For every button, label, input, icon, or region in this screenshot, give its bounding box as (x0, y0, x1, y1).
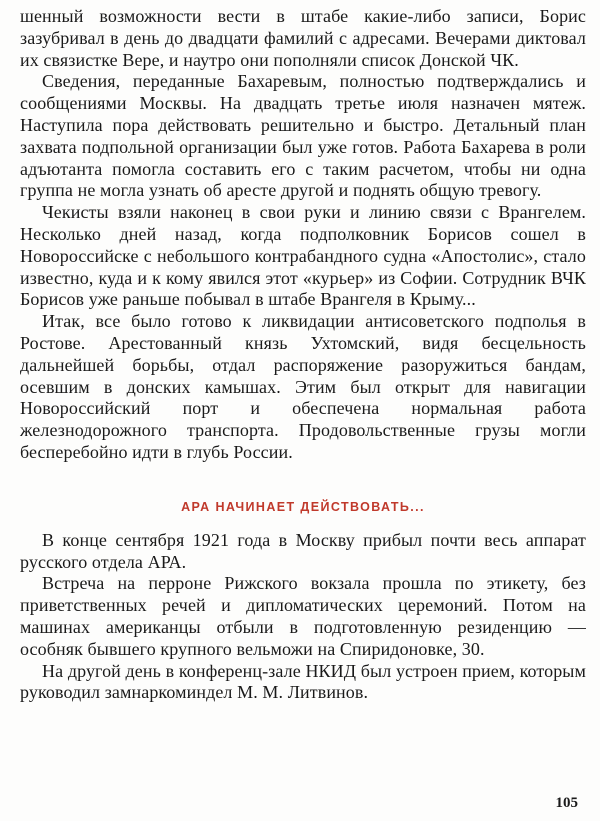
paragraph-rostov-liquidation: Итак, все было готово к ликвидации антисоветского подполья в Ростове. Арестованный князь Ухтомский, видя бесцельность дальнейшей борьбы, отдал распоряжение разоружиться бандам, осевшим в донских камышах. Этим был открыт для навигации Новороссийский порт и обеспечена нормальная работа железнодорожного транспорта. Продовольственные грузы могли бесперебойно идти в глубь России. (20, 311, 586, 462)
text-column (20, 6, 586, 704)
paragraph-continued: шенный возможности вести в штабе какие-либо записи, Борис зазубривал в день до двадцати фамилий с адресами. Вечерами диктовал их связистке Вере, и наутро они пополняли список Донской ЧК. (20, 6, 586, 70)
paragraph-ara-arrival: В конце сентября 1921 года в Москву прибыл почти весь аппарат русского отдела АРА. (20, 529, 586, 572)
paragraph-station-meeting: Встреча на перроне Рижского вокзала прошла по этикету, без приветственных речей и дипломатических церемоний. Потом на машинах американцы отбыли в подготовленную резиденцию — особняк бывшего крупного вельможи на Спиридоновке, 30. (20, 573, 586, 659)
paragraph-bakharev-report: Сведения, переданные Бахаревым, полностью подтверждались и сообщениями Москвы. На двадцать третье июля назначен мятеж. Наступила пора действовать решительно и быстро. Детальный план захвата подпольной организации был уже готов. Работа Бахарева в роли адъютанта помогла составить его с таким расчетом, чтобы ни одна группа не могла узнать об аресте другой и поднять общую тревогу. (20, 71, 586, 201)
page-number: 105 (555, 795, 578, 811)
paragraph-nkid-reception: На другой день в конференц-зале НКИД был устроен прием, которым руководил замнаркоминдел М. М. Литвинов. (20, 660, 586, 703)
section-heading: АРА НАЧИНАЕТ ДЕЙСТВОВАТЬ... (181, 499, 425, 514)
paragraph-wrangel-link: Чекисты взяли наконец в свои руки и линию связи с Врангелем. Несколько дней назад, когда подполковник Борисов сошел в Новороссийске с небольшого контрабандного судна «Апостолис», стало известно, куда и к кому явился этот «курьер» из Софии. Сотрудник ВЧК Борисов уже раньше побывал в штабе Врангеля в Крыму... (20, 202, 586, 310)
